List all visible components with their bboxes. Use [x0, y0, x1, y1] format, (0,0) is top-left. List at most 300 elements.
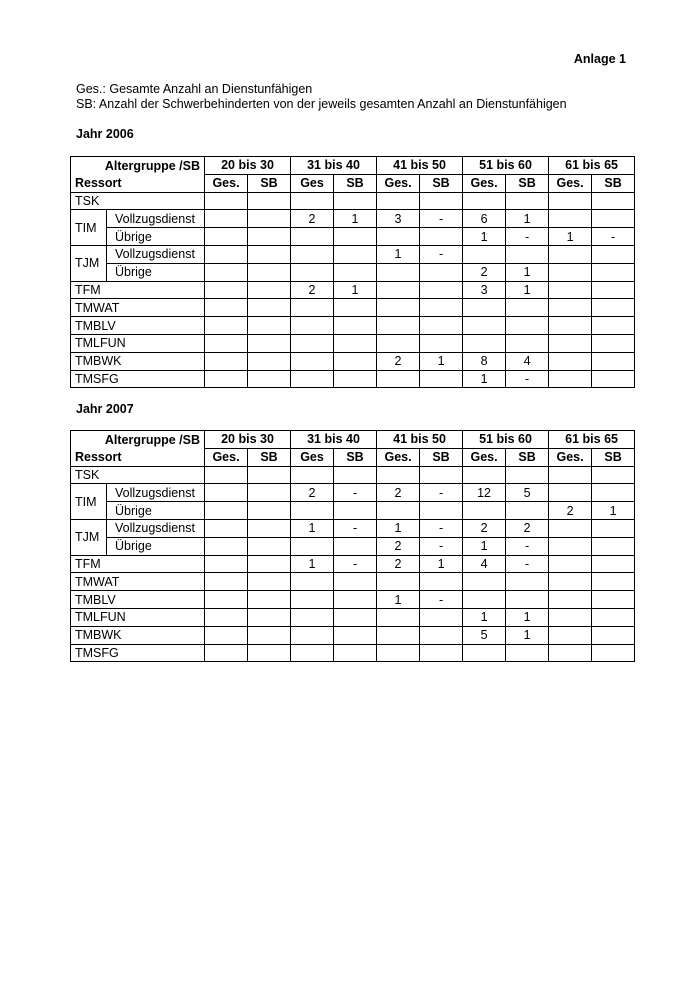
value-cell: [334, 502, 377, 520]
value-cell: [549, 263, 592, 281]
value-cell: [205, 466, 248, 484]
value-cell: [205, 591, 248, 609]
ressort-cell: TIM: [71, 484, 107, 520]
value-cell: [248, 192, 291, 210]
value-cell: [205, 502, 248, 520]
value-cell: 2: [506, 519, 549, 537]
value-cell: [420, 317, 463, 335]
value-cell: [549, 370, 592, 388]
value-cell: [205, 317, 248, 335]
value-cell: [506, 245, 549, 263]
value-cell: [291, 537, 334, 555]
value-cell: [592, 263, 635, 281]
value-cell: [334, 228, 377, 246]
corner-age-group-label: Altergruppe /SB: [71, 157, 205, 175]
value-cell: [248, 370, 291, 388]
table-row: [71, 573, 635, 591]
value-cell: [549, 608, 592, 626]
table-row: [71, 245, 635, 263]
value-cell: [205, 352, 248, 370]
value-cell: [248, 502, 291, 520]
value-cell: 2: [463, 263, 506, 281]
ressort-cell: TSK: [71, 466, 205, 484]
table-row: [71, 502, 635, 520]
value-cell: [592, 245, 635, 263]
sub-column-header: SB: [592, 174, 635, 192]
value-cell: [549, 352, 592, 370]
table-row: [71, 228, 635, 246]
table-row: [71, 334, 635, 352]
value-cell: [463, 644, 506, 662]
value-cell: [248, 263, 291, 281]
value-cell: -: [506, 555, 549, 573]
header-row-sub: [71, 174, 635, 192]
legend-line-sb: SB: Anzahl der Schwerbehinderten von der jeweils gesamten Anzahl an Dienstunfähigen: [76, 97, 567, 111]
subdivision-cell: Vollzugsdienst: [107, 484, 205, 502]
value-cell: [205, 192, 248, 210]
value-cell: 1: [420, 555, 463, 573]
value-cell: [549, 299, 592, 317]
subdivision-cell: Vollzugsdienst: [107, 245, 205, 263]
value-cell: [377, 370, 420, 388]
value-cell: [420, 644, 463, 662]
value-cell: [334, 370, 377, 388]
value-cell: 2: [549, 502, 592, 520]
value-cell: 2: [377, 352, 420, 370]
value-cell: [506, 334, 549, 352]
value-cell: [248, 644, 291, 662]
value-cell: 4: [506, 352, 549, 370]
age-group-header: 61 bis 65: [549, 431, 635, 449]
table-row: [71, 466, 635, 484]
value-cell: 1: [334, 210, 377, 228]
value-cell: [592, 281, 635, 299]
value-cell: 3: [377, 210, 420, 228]
value-cell: [592, 608, 635, 626]
legend: [76, 82, 567, 112]
sub-column-header: Ges.: [377, 448, 420, 466]
value-cell: -: [506, 537, 549, 555]
value-cell: [463, 573, 506, 591]
value-cell: [420, 573, 463, 591]
value-cell: 2: [377, 484, 420, 502]
corner-age-group-label: Altergruppe /SB: [71, 431, 205, 449]
value-cell: [549, 317, 592, 335]
value-cell: [506, 192, 549, 210]
ressort-cell: TJM: [71, 245, 107, 281]
sub-column-header: SB: [592, 448, 635, 466]
table-2006: [70, 156, 635, 388]
subdivision-cell: Übrige: [107, 502, 205, 520]
value-cell: [506, 299, 549, 317]
attachment-label: Anlage 1: [573, 52, 626, 66]
ressort-cell: TMBWK: [71, 352, 205, 370]
sub-column-header: Ges.: [377, 174, 420, 192]
value-cell: [506, 317, 549, 335]
value-cell: [592, 591, 635, 609]
value-cell: [377, 263, 420, 281]
value-cell: [592, 317, 635, 335]
value-cell: [506, 591, 549, 609]
sub-column-header: SB: [334, 448, 377, 466]
value-cell: -: [420, 519, 463, 537]
value-cell: [248, 299, 291, 317]
sub-column-header: Ges.: [549, 174, 592, 192]
value-cell: -: [506, 370, 549, 388]
value-cell: 1: [291, 519, 334, 537]
table-row: [71, 263, 635, 281]
value-cell: [205, 484, 248, 502]
value-cell: [248, 317, 291, 335]
value-cell: [205, 281, 248, 299]
value-cell: [248, 537, 291, 555]
ressort-cell: TMSFG: [71, 644, 205, 662]
value-cell: [334, 192, 377, 210]
value-cell: 1: [377, 245, 420, 263]
value-cell: [334, 466, 377, 484]
value-cell: [377, 192, 420, 210]
sub-column-header: SB: [506, 174, 549, 192]
age-group-header: 31 bis 40: [291, 157, 377, 175]
value-cell: 2: [291, 484, 334, 502]
value-cell: [291, 626, 334, 644]
value-cell: [592, 519, 635, 537]
value-cell: 1: [506, 263, 549, 281]
value-cell: -: [592, 228, 635, 246]
value-cell: [291, 334, 334, 352]
value-cell: [420, 626, 463, 644]
value-cell: 1: [334, 281, 377, 299]
value-cell: [463, 334, 506, 352]
value-cell: 1: [291, 555, 334, 573]
value-cell: [248, 245, 291, 263]
value-cell: [248, 626, 291, 644]
ressort-cell: TMBWK: [71, 626, 205, 644]
sub-column-header: Ges.: [205, 448, 248, 466]
value-cell: [506, 466, 549, 484]
value-cell: 5: [506, 484, 549, 502]
value-cell: 12: [463, 484, 506, 502]
year-heading-2007: Jahr 2007: [76, 402, 134, 416]
table-row: [71, 608, 635, 626]
value-cell: [463, 192, 506, 210]
value-cell: [205, 299, 248, 317]
value-cell: [291, 644, 334, 662]
value-cell: [291, 370, 334, 388]
value-cell: -: [420, 484, 463, 502]
sub-column-header: Ges.: [463, 174, 506, 192]
value-cell: [291, 352, 334, 370]
value-cell: [549, 519, 592, 537]
value-cell: [377, 466, 420, 484]
value-cell: [248, 334, 291, 352]
table-row: [71, 519, 635, 537]
value-cell: -: [506, 228, 549, 246]
age-group-header: 51 bis 60: [463, 431, 549, 449]
value-cell: 1: [506, 608, 549, 626]
value-cell: 2: [291, 281, 334, 299]
value-cell: [205, 644, 248, 662]
value-cell: [334, 334, 377, 352]
value-cell: [420, 299, 463, 317]
sub-column-header: SB: [420, 448, 463, 466]
value-cell: [592, 484, 635, 502]
value-cell: -: [420, 245, 463, 263]
value-cell: [463, 502, 506, 520]
value-cell: [291, 466, 334, 484]
value-cell: [549, 484, 592, 502]
subdivision-cell: Vollzugsdienst: [107, 210, 205, 228]
corner-ressort-label: Ressort: [71, 174, 205, 192]
value-cell: [334, 573, 377, 591]
table-2007: [70, 430, 635, 662]
ressort-cell: TMBLV: [71, 317, 205, 335]
value-cell: [592, 370, 635, 388]
value-cell: [463, 245, 506, 263]
value-cell: [334, 537, 377, 555]
value-cell: [592, 210, 635, 228]
header-row-age-groups: [71, 431, 635, 449]
age-group-header: 41 bis 50: [377, 157, 463, 175]
value-cell: [334, 608, 377, 626]
sub-column-header: SB: [420, 174, 463, 192]
ressort-cell: TMLFUN: [71, 334, 205, 352]
value-cell: [592, 192, 635, 210]
table-row: [71, 644, 635, 662]
age-group-header: 61 bis 65: [549, 157, 635, 175]
value-cell: 1: [463, 370, 506, 388]
value-cell: [291, 228, 334, 246]
value-cell: [205, 555, 248, 573]
value-cell: [420, 281, 463, 299]
value-cell: [291, 608, 334, 626]
value-cell: [420, 334, 463, 352]
value-cell: [549, 644, 592, 662]
value-cell: [334, 245, 377, 263]
value-cell: [205, 370, 248, 388]
value-cell: [592, 466, 635, 484]
value-cell: [205, 519, 248, 537]
legend-line-ges: Ges.: Gesamte Anzahl an Dienstunfähigen: [76, 82, 313, 96]
value-cell: [248, 484, 291, 502]
value-cell: 1: [506, 281, 549, 299]
value-cell: 3: [463, 281, 506, 299]
value-cell: 1: [592, 502, 635, 520]
sub-column-header: SB: [248, 448, 291, 466]
value-cell: [377, 608, 420, 626]
value-cell: [592, 352, 635, 370]
value-cell: [377, 334, 420, 352]
value-cell: [506, 502, 549, 520]
value-cell: [248, 352, 291, 370]
table-row: [71, 370, 635, 388]
value-cell: [549, 537, 592, 555]
value-cell: [420, 502, 463, 520]
age-group-header: 51 bis 60: [463, 157, 549, 175]
value-cell: 2: [377, 555, 420, 573]
table-row: [71, 555, 635, 573]
value-cell: 1: [549, 228, 592, 246]
ressort-cell: TFM: [71, 555, 205, 573]
value-cell: [549, 192, 592, 210]
value-cell: [334, 644, 377, 662]
ressort-cell: TJM: [71, 519, 107, 555]
ressort-cell: TMWAT: [71, 573, 205, 591]
value-cell: 2: [377, 537, 420, 555]
value-cell: [549, 591, 592, 609]
value-cell: -: [334, 519, 377, 537]
value-cell: [592, 626, 635, 644]
value-cell: 5: [463, 626, 506, 644]
age-group-header: 41 bis 50: [377, 431, 463, 449]
value-cell: [334, 299, 377, 317]
value-cell: [592, 334, 635, 352]
value-cell: [592, 555, 635, 573]
sub-column-header: SB: [506, 448, 549, 466]
table-row: [71, 210, 635, 228]
value-cell: [205, 537, 248, 555]
sub-column-header: Ges: [291, 174, 334, 192]
value-cell: [248, 608, 291, 626]
value-cell: [291, 317, 334, 335]
value-cell: -: [420, 537, 463, 555]
sub-column-header: SB: [248, 174, 291, 192]
value-cell: [248, 591, 291, 609]
value-cell: 1: [463, 537, 506, 555]
value-cell: [549, 573, 592, 591]
value-cell: [205, 228, 248, 246]
value-cell: [334, 591, 377, 609]
value-cell: [205, 608, 248, 626]
value-cell: [334, 626, 377, 644]
value-cell: [248, 555, 291, 573]
value-cell: [205, 263, 248, 281]
value-cell: [549, 334, 592, 352]
value-cell: 1: [377, 519, 420, 537]
value-cell: [377, 502, 420, 520]
sub-column-header: Ges.: [463, 448, 506, 466]
table-row: [71, 484, 635, 502]
ressort-cell: TMLFUN: [71, 608, 205, 626]
sub-column-header: Ges.: [549, 448, 592, 466]
value-cell: -: [420, 591, 463, 609]
value-cell: 8: [463, 352, 506, 370]
subdivision-cell: Übrige: [107, 537, 205, 555]
value-cell: [463, 299, 506, 317]
value-cell: [549, 555, 592, 573]
value-cell: 1: [463, 228, 506, 246]
value-cell: -: [334, 555, 377, 573]
header-row-age-groups: [71, 157, 635, 175]
value-cell: [334, 263, 377, 281]
value-cell: [248, 228, 291, 246]
sub-column-header: Ges: [291, 448, 334, 466]
value-cell: 1: [377, 591, 420, 609]
value-cell: [549, 245, 592, 263]
value-cell: [377, 299, 420, 317]
value-cell: [291, 502, 334, 520]
value-cell: [248, 519, 291, 537]
value-cell: [291, 299, 334, 317]
ressort-cell: TIM: [71, 210, 107, 246]
value-cell: [463, 466, 506, 484]
value-cell: [377, 644, 420, 662]
value-cell: [205, 210, 248, 228]
value-cell: [248, 210, 291, 228]
ressort-cell: TFM: [71, 281, 205, 299]
value-cell: [463, 591, 506, 609]
table-row: [71, 591, 635, 609]
value-cell: [549, 281, 592, 299]
table-row: [71, 281, 635, 299]
value-cell: [592, 537, 635, 555]
value-cell: [377, 626, 420, 644]
sub-column-header: SB: [334, 174, 377, 192]
table-row: [71, 317, 635, 335]
ressort-cell: TMWAT: [71, 299, 205, 317]
ressort-cell: TMSFG: [71, 370, 205, 388]
value-cell: [506, 573, 549, 591]
value-cell: [205, 573, 248, 591]
ressort-cell: TSK: [71, 192, 205, 210]
value-cell: [205, 245, 248, 263]
value-cell: [205, 334, 248, 352]
value-cell: [549, 466, 592, 484]
value-cell: [205, 626, 248, 644]
value-cell: [377, 317, 420, 335]
value-cell: [592, 573, 635, 591]
value-cell: [377, 228, 420, 246]
value-cell: [291, 192, 334, 210]
table-row: [71, 299, 635, 317]
value-cell: 1: [463, 608, 506, 626]
value-cell: [248, 466, 291, 484]
value-cell: [592, 644, 635, 662]
value-cell: [420, 608, 463, 626]
value-cell: [291, 245, 334, 263]
value-cell: -: [420, 210, 463, 228]
age-group-header: 20 bis 30: [205, 431, 291, 449]
sub-column-header: Ges.: [205, 174, 248, 192]
subdivision-cell: Übrige: [107, 228, 205, 246]
value-cell: [420, 370, 463, 388]
table-row: [71, 352, 635, 370]
value-cell: [377, 281, 420, 299]
year-heading-2006: Jahr 2006: [76, 127, 134, 141]
age-group-header: 31 bis 40: [291, 431, 377, 449]
value-cell: [291, 263, 334, 281]
table-row: [71, 626, 635, 644]
value-cell: [592, 299, 635, 317]
ressort-cell: TMBLV: [71, 591, 205, 609]
value-cell: 1: [506, 210, 549, 228]
subdivision-cell: Vollzugsdienst: [107, 519, 205, 537]
value-cell: [420, 263, 463, 281]
value-cell: 4: [463, 555, 506, 573]
value-cell: 1: [420, 352, 463, 370]
value-cell: [334, 317, 377, 335]
corner-ressort-label: Ressort: [71, 448, 205, 466]
value-cell: -: [334, 484, 377, 502]
value-cell: 2: [291, 210, 334, 228]
value-cell: [248, 573, 291, 591]
value-cell: [248, 281, 291, 299]
value-cell: [420, 192, 463, 210]
value-cell: [420, 466, 463, 484]
value-cell: 1: [506, 626, 549, 644]
table-row: [71, 537, 635, 555]
value-cell: [420, 228, 463, 246]
